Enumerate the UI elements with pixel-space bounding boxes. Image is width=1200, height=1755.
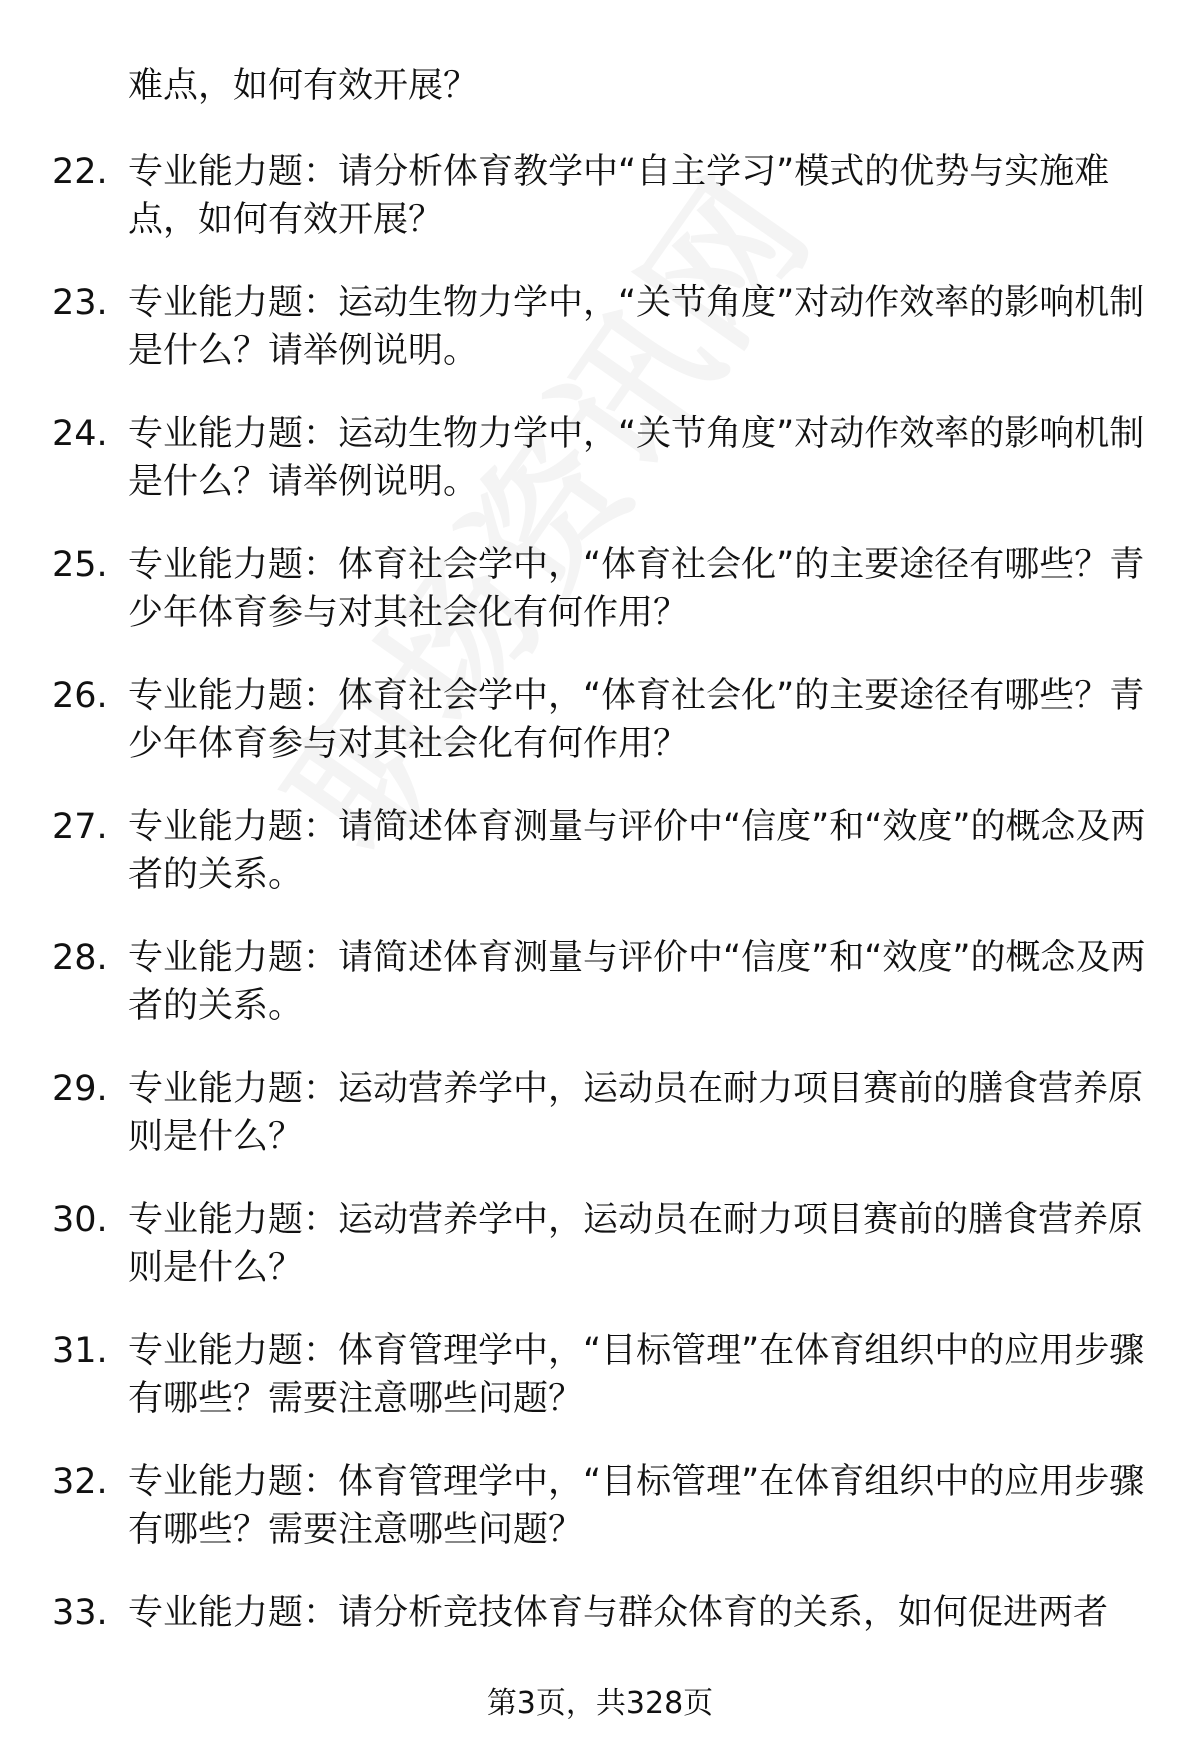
question-item xyxy=(0,803,1200,934)
continuation-text: 难点，如何有效开展？ xyxy=(128,66,479,106)
question-item xyxy=(0,148,1200,279)
question-text: 专业能力题：运动生物力学中，“关节角度”对动作效率的影响机制是什么？请举例说明。 xyxy=(128,283,1145,371)
question-text: 专业能力题：体育社会学中，“体育社会化”的主要途径有哪些？青少年体育参与对其社会化有何作用？ xyxy=(128,545,1145,633)
question-item xyxy=(0,1065,1200,1196)
question-number: 26. xyxy=(52,676,108,716)
question-text: 专业能力题：请分析竞技体育与群众体育的关系，如何促进两者 xyxy=(128,1593,1109,1633)
question-number: 23. xyxy=(52,283,108,323)
question-list xyxy=(0,148,1200,1720)
question-item xyxy=(0,1196,1200,1327)
question-text: 专业能力题：请简述体育测量与评价中“信度”和“效度”的概念及两者的关系。 xyxy=(128,938,1146,1026)
question-number: 22. xyxy=(52,152,108,192)
question-item xyxy=(0,1458,1200,1589)
question-number: 27. xyxy=(52,807,108,847)
question-item xyxy=(0,1327,1200,1458)
question-number: 29. xyxy=(52,1069,108,1109)
question-text: 专业能力题：体育管理学中，“目标管理”在体育组织中的应用步骤有哪些？需要注意哪些问题？ xyxy=(128,1331,1145,1419)
question-text: 专业能力题：体育管理学中，“目标管理”在体育组织中的应用步骤有哪些？需要注意哪些问题？ xyxy=(128,1462,1145,1550)
question-number: 24. xyxy=(52,414,108,454)
question-text: 专业能力题：请简述体育测量与评价中“信度”和“效度”的概念及两者的关系。 xyxy=(128,807,1146,895)
question-text: 专业能力题：运动营养学中，运动员在耐力项目赛前的膳食营养原则是什么？ xyxy=(128,1200,1144,1288)
question-number: 25. xyxy=(52,545,108,585)
question-item xyxy=(0,541,1200,672)
question-number: 33. xyxy=(52,1593,108,1633)
question-number: 30. xyxy=(52,1200,108,1240)
question-text: 专业能力题：体育社会学中，“体育社会化”的主要途径有哪些？青少年体育参与对其社会化有何作用？ xyxy=(128,676,1145,764)
question-item xyxy=(0,279,1200,410)
question-text: 专业能力题：运动营养学中，运动员在耐力项目赛前的膳食营养原则是什么？ xyxy=(128,1069,1144,1157)
question-item xyxy=(0,934,1200,1065)
question-number: 31. xyxy=(52,1331,108,1371)
question-text: 专业能力题：运动生物力学中，“关节角度”对动作效率的影响机制是什么？请举例说明。 xyxy=(128,414,1145,502)
page-footer: 第3页，共328页 xyxy=(486,1686,714,1721)
question-text: 专业能力题：请分析体育教学中“自主学习”模式的优势与实施难点，如何有效开展？ xyxy=(128,152,1110,240)
question-number: 28. xyxy=(52,938,108,978)
question-item xyxy=(0,410,1200,541)
question-number: 32. xyxy=(52,1462,108,1502)
question-item xyxy=(0,672,1200,803)
